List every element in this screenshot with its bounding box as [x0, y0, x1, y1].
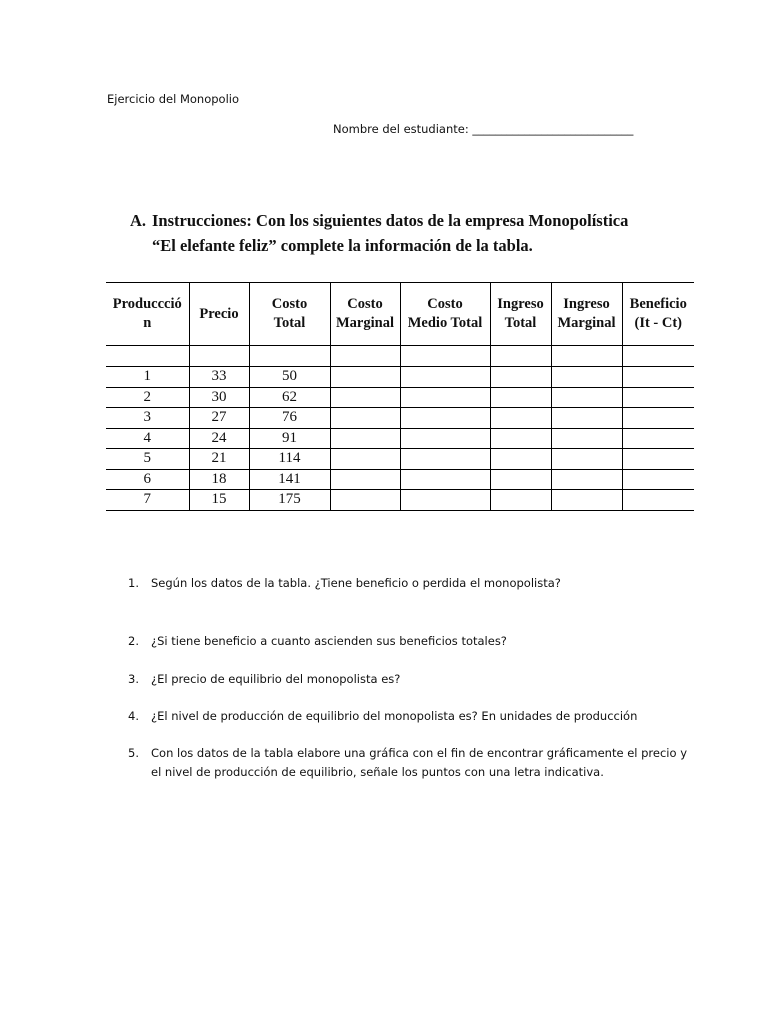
question-item [128, 670, 688, 689]
table-cell: 27 [189, 408, 249, 429]
column-header [330, 283, 400, 346]
question-text: ¿El precio de equilibrio del monopolista es? [151, 672, 401, 686]
column-header-line: n [143, 315, 152, 331]
table-cell [400, 367, 490, 388]
column-header-line: Costo [347, 296, 383, 312]
table-cell [330, 346, 400, 367]
table-cell [249, 346, 330, 367]
table-cell: 3 [106, 408, 189, 429]
column-header-line: Total [504, 315, 537, 331]
column-header-line: Marginal [557, 315, 616, 331]
table-cell [400, 490, 490, 511]
column-header [106, 283, 189, 346]
table-cell [551, 408, 622, 429]
column-header [400, 283, 490, 346]
table-cell [551, 449, 622, 470]
student-name-line: Nombre del estudiante: ____________________________ [333, 122, 634, 136]
question-number: 2. [128, 634, 139, 648]
column-header-line: Total [273, 315, 306, 331]
column-header-line: Beneficio [629, 296, 687, 312]
table-cell: 4 [106, 428, 189, 449]
table-cell [551, 428, 622, 449]
table-cell [490, 449, 551, 470]
table-cell [330, 469, 400, 490]
table-cell [189, 346, 249, 367]
column-header [490, 283, 551, 346]
table-cell: 24 [189, 428, 249, 449]
monopoly-data-table [106, 282, 694, 511]
table-cell [400, 387, 490, 408]
table-cell [551, 387, 622, 408]
table-cell [622, 428, 694, 449]
table-cell [551, 469, 622, 490]
table-cell: 76 [249, 408, 330, 429]
table-row [106, 449, 694, 470]
table-cell: 15 [189, 490, 249, 511]
table-cell: 1 [106, 367, 189, 388]
column-header [622, 283, 694, 346]
table-cell [622, 490, 694, 511]
question-text: Con los datos de la tabla elabore una gráfica con el fin de encontrar gráficamente el precio y el nivel de producción de equilibrio, señale los puntos con una letra indicativa. [151, 746, 688, 779]
table-cell: 18 [189, 469, 249, 490]
table-cell [330, 449, 400, 470]
question-text: ¿El nivel de producción de equilibrio del monopolista es? En unidades de producción [151, 709, 638, 723]
table-cell: 50 [249, 367, 330, 388]
column-header-line: Marginal [336, 315, 394, 331]
table-cell [622, 346, 694, 367]
column-header-line: Precio [199, 305, 239, 322]
column-header-line: Ingreso [497, 296, 544, 312]
table-row [106, 428, 694, 449]
table-cell: 2 [106, 387, 189, 408]
column-header-line: Costo [271, 296, 308, 312]
table-cell [622, 387, 694, 408]
table-cell: 91 [249, 428, 330, 449]
question-item [128, 744, 688, 782]
table-cell [490, 490, 551, 511]
table-cell [400, 408, 490, 429]
table-cell [330, 490, 400, 511]
column-header [551, 283, 622, 346]
table-cell [551, 346, 622, 367]
table-header-row [106, 283, 694, 346]
column-header-line: (It - Ct) [634, 315, 682, 331]
table-row [106, 408, 694, 429]
question-number: 4. [128, 709, 139, 723]
table-row [106, 469, 694, 490]
table-cell [490, 469, 551, 490]
table-cell: 6 [106, 469, 189, 490]
question-item [128, 707, 688, 726]
column-header-line: Produccció [112, 296, 182, 312]
table-cell [106, 346, 189, 367]
table-cell [551, 490, 622, 511]
table-row [106, 490, 694, 511]
table-row [106, 367, 694, 388]
table-cell [490, 387, 551, 408]
question-text: ¿Si tiene beneficio a cuanto ascienden sus beneficios totales? [151, 634, 507, 648]
table-cell: 175 [249, 490, 330, 511]
column-header-line: Ingreso [563, 296, 610, 312]
table-cell [622, 408, 694, 429]
table-cell: 7 [106, 490, 189, 511]
table-cell: 5 [106, 449, 189, 470]
table-cell [551, 367, 622, 388]
table-cell: 114 [249, 449, 330, 470]
table-cell [400, 469, 490, 490]
table-cell: 62 [249, 387, 330, 408]
question-number: 1. [128, 576, 139, 590]
table-cell [490, 408, 551, 429]
document-title: Ejercicio del Monopolio [107, 92, 240, 106]
table-cell [330, 387, 400, 408]
question-text: Según los datos de la tabla. ¿Tiene beneficio o perdida el monopolista? [151, 576, 561, 590]
column-header [189, 283, 249, 346]
question-number: 3. [128, 672, 139, 686]
table-cell [490, 346, 551, 367]
instructions-block [130, 208, 710, 258]
table-cell [622, 367, 694, 388]
question-item [128, 632, 688, 651]
question-number: 5. [128, 746, 139, 760]
instructions-text-1: Instrucciones: Con los siguientes datos de la empresa Monopolística [152, 211, 629, 230]
table-cell: 141 [249, 469, 330, 490]
table-row [106, 387, 694, 408]
table-cell [622, 449, 694, 470]
table-cell: 30 [189, 387, 249, 408]
table-cell [490, 428, 551, 449]
table-cell [330, 408, 400, 429]
column-header-line: Costo [427, 296, 463, 312]
table-cell [622, 469, 694, 490]
table-body [106, 346, 694, 511]
table-cell: 33 [189, 367, 249, 388]
column-header [249, 283, 330, 346]
table-cell [490, 367, 551, 388]
table-cell [400, 428, 490, 449]
instructions-line-2: “El elefante feliz” complete la información de la tabla. [152, 236, 533, 255]
instructions-line-1 [130, 208, 710, 233]
table-cell [330, 428, 400, 449]
table-cell [400, 346, 490, 367]
table-row [106, 346, 694, 367]
column-header-line: Medio Total [407, 315, 483, 331]
section-marker: A. [130, 211, 147, 230]
table-cell [400, 449, 490, 470]
table-cell [330, 367, 400, 388]
question-item [128, 574, 688, 593]
table-cell: 21 [189, 449, 249, 470]
